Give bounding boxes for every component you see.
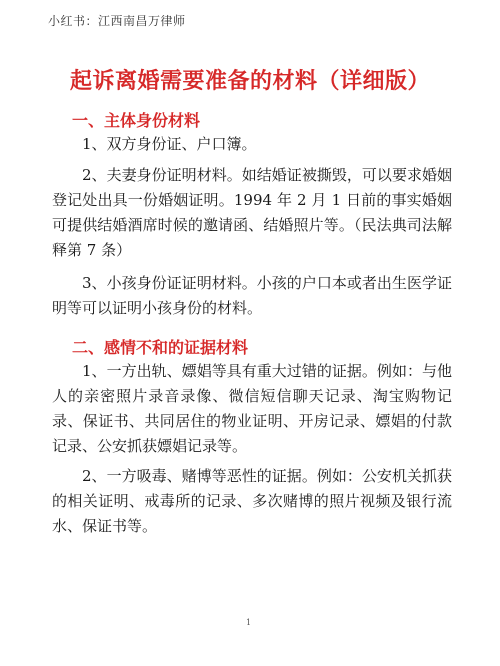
- section-heading-relationship: 二、感情不和的证据材料: [72, 338, 249, 357]
- paragraph-relationship-2: 2、一方吸毒、赌博等恶性的证据。例如：公安机关抓获的相关证明、戒毒所的记录、多次赌博的照片视频及银行流水、保证书等。: [52, 467, 452, 535]
- paragraph-identity-3: 3、小孩身份证证明材料。小孩的户口本或者出生医学证明等可以证明小孩身份的材料。: [52, 274, 452, 317]
- paragraph-relationship-1: 1、一方出轨、嫖娼等具有重大过错的证据。例如：与他人的亲密照片录音录像、微信短信聊天记录、淘宝购物记录、保证书、共同居住的物业证明、开房记录、嫖娼的付款记录、公安抓获嫖娼记录等。: [52, 362, 452, 455]
- section-heading-identity: 一、主体身份材料: [72, 111, 201, 130]
- author-watermark: 小红书：江西南昌万律师: [48, 14, 186, 28]
- paragraph-identity-2: 2、夫妻身份证明材料。如结婚证被撕毁，可以要求婚姻登记处出具一份婚姻证明。1994 年 2 月 1 日前的事实婚姻可提供结婚酒席时候的邀请函、结婚照片等。（民法典司法解释第 7 条）: [52, 166, 452, 259]
- page-number-mark: 1: [246, 618, 252, 627]
- document-title: 起诉离婚需要准备的材料（详细版）: [69, 68, 430, 94]
- paragraph-identity-1: 1、双方身份证、户口簿。: [82, 135, 257, 153]
